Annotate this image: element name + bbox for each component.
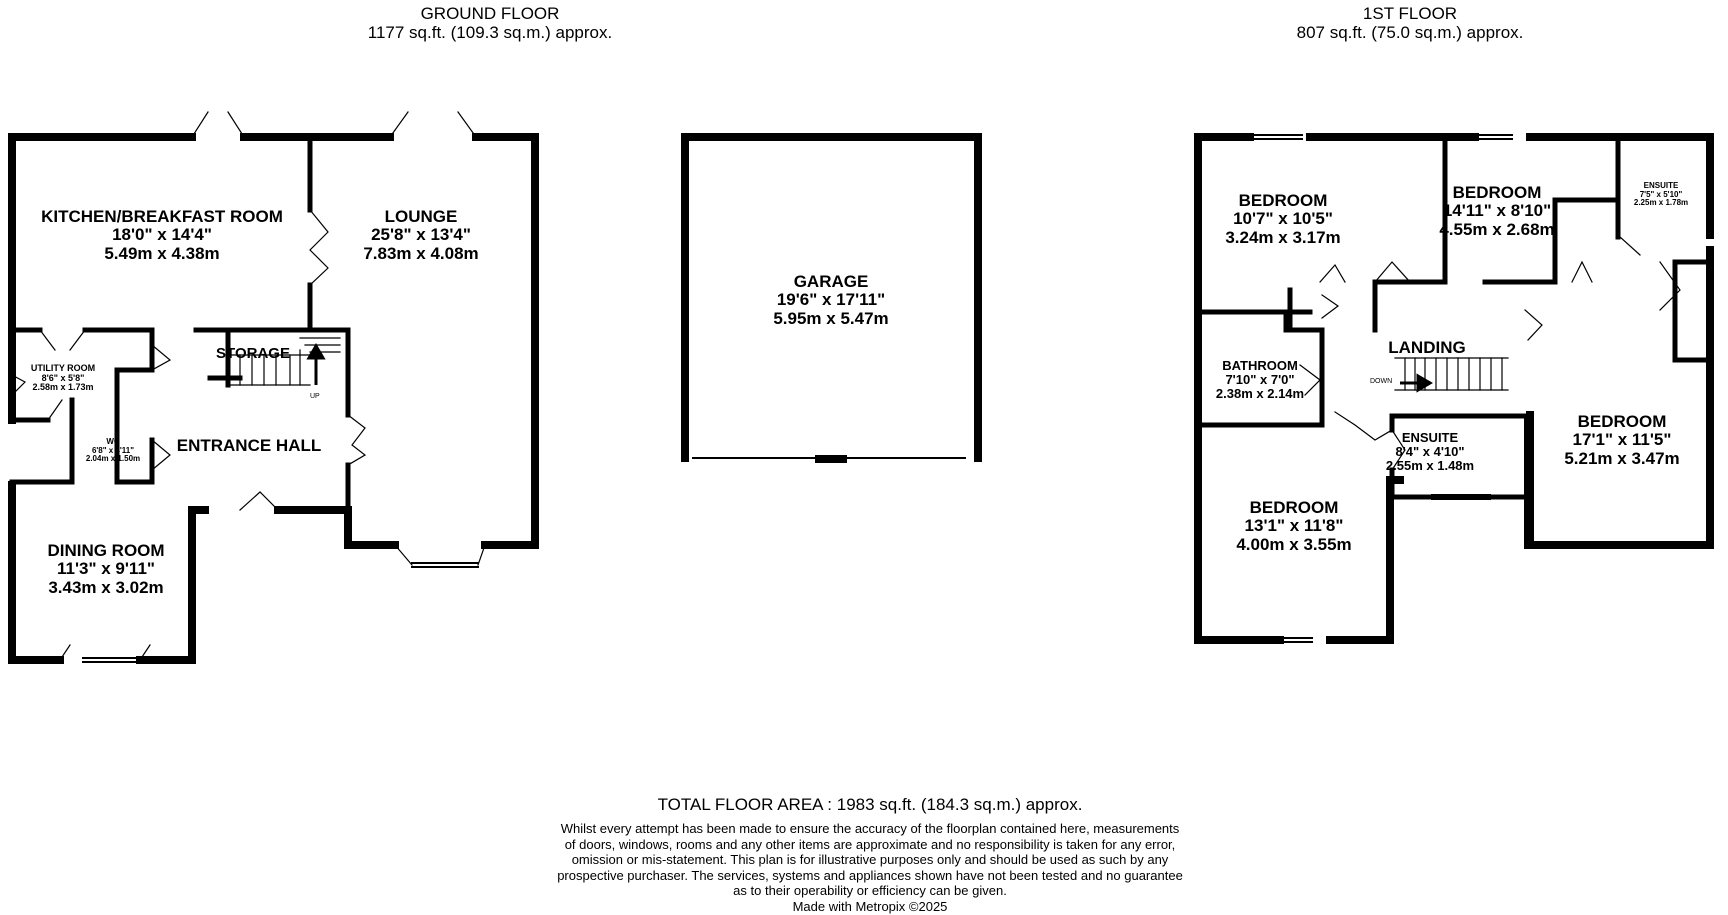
- room-imperial: 7'5" x 5'10": [1639, 189, 1683, 199]
- room-name: STORAGE: [216, 345, 290, 362]
- disclaimer-line: Whilst every attempt has been made to ensure the accuracy of the floorplan contained here, measurements: [560, 821, 1180, 836]
- room-name: UTILITY ROOM: [30, 363, 96, 373]
- room-imperial: 13'1" x 11'8": [1244, 516, 1344, 536]
- total-floor-area: TOTAL FLOOR AREA : 1983 sq.ft. (184.3 sq.m.) approx.: [657, 795, 1083, 814]
- room-name: LOUNGE: [384, 207, 458, 226]
- room-name: KITCHEN/BREAKFAST ROOM: [41, 207, 283, 226]
- ground-floor-title: GROUND FLOOR: [420, 4, 560, 23]
- room-metric: 5.95m x 5.47m: [773, 308, 889, 328]
- room-imperial: 8'4" x 4'10": [1395, 444, 1465, 460]
- room-landing: [1388, 339, 1465, 357]
- disclaimer: [500, 821, 1240, 915]
- room-kitchen: [41, 208, 283, 263]
- room-utility: [31, 364, 95, 393]
- room-wc: [86, 438, 140, 464]
- room-imperial: 10'7" x 10'5": [1233, 209, 1333, 229]
- room-name: BEDROOM: [1238, 191, 1328, 210]
- stairs-up-label: UP: [310, 393, 320, 400]
- room-metric: 2.25m x 1.78m: [1633, 198, 1689, 208]
- room-garage: [773, 273, 888, 328]
- room-metric: 2.04m x 1.50m: [85, 454, 141, 464]
- room-name: BEDROOM: [1577, 412, 1667, 431]
- room-metric: 3.24m x 3.17m: [1225, 227, 1341, 247]
- room-dining: [47, 542, 164, 597]
- up-arrow: [309, 346, 323, 385]
- room-imperial: 7'10" x 7'0": [1225, 372, 1295, 388]
- room-metric: 2.58m x 1.73m: [32, 382, 94, 393]
- stairs-down-label: DOWN: [1370, 378, 1393, 385]
- room-metric: 7.83m x 4.08m: [363, 243, 479, 263]
- room-imperial: 25'8" x 13'4": [371, 225, 471, 245]
- room-name: DINING ROOM: [47, 541, 165, 560]
- room-metric: 3.43m x 3.02m: [48, 577, 164, 597]
- room-ensuite-1: [1634, 182, 1688, 208]
- first-floor-header: [1240, 4, 1580, 42]
- first-floor-title: 1ST FLOOR: [1362, 4, 1458, 23]
- room-name: BEDROOM: [1452, 183, 1542, 202]
- room-name: ENSUITE: [1401, 430, 1459, 445]
- room-metric: 5.21m x 3.47m: [1564, 448, 1680, 468]
- disclaimer-line: prospective purchaser. The services, systems and appliances shown have not been tested and no guarantee: [557, 867, 1183, 883]
- room-imperial: 19'6" x 17'11": [776, 290, 886, 310]
- room-name: BATHROOM: [1222, 358, 1298, 373]
- room-imperial: 8'6" x 5'8": [41, 372, 85, 383]
- ground-floor-header: [300, 4, 680, 42]
- room-metric: 2.38m x 2.14m: [1215, 386, 1305, 402]
- disclaimer-line: as to their operability or efficiency can be given.: [733, 883, 1007, 899]
- first-stairs: [1395, 358, 1508, 390]
- room-imperial: 18'0" x 14'4": [112, 225, 212, 245]
- room-name: LANDING: [1388, 338, 1466, 357]
- room-imperial: 14'11" x 8'10": [1442, 201, 1552, 221]
- room-metric: 2.55m x 1.48m: [1385, 458, 1475, 474]
- room-imperial: 17'1" x 11'5": [1572, 430, 1672, 450]
- room-metric: 4.00m x 3.55m: [1236, 534, 1352, 554]
- room-name: WC: [106, 437, 120, 446]
- room-ensuite-2: [1386, 431, 1474, 473]
- room-bedroom-3: [1564, 413, 1679, 468]
- room-entrance-hall: [177, 437, 322, 455]
- room-bathroom: [1216, 359, 1304, 401]
- room-bedroom-4: [1236, 499, 1351, 554]
- made-with-credit: Made with Metropix ©2025: [792, 898, 948, 914]
- disclaimer-line: of doors, windows, rooms and any other items are approximate and no responsibility is taken for any error,: [564, 836, 1176, 852]
- room-imperial: 11'3" x 9'11": [57, 559, 155, 579]
- room-bedroom-1: [1225, 192, 1340, 247]
- room-metric: 4.55m x 2.68m: [1439, 219, 1555, 239]
- room-name: ENSUITE: [1643, 181, 1679, 190]
- room-lounge: [363, 208, 478, 263]
- room-name: ENTRANCE HALL: [176, 436, 322, 455]
- room-storage: [216, 346, 290, 362]
- room-bedroom-2: [1439, 184, 1554, 239]
- first-floor-area: 807 sq.ft. (75.0 sq.m.) approx.: [1296, 23, 1524, 42]
- garage-door-marker: [815, 455, 847, 463]
- room-name: BEDROOM: [1249, 498, 1339, 517]
- room-imperial: 6'8" x 4'11": [91, 445, 135, 455]
- ground-floor-area: 1177 sq.ft. (109.3 sq.m.) approx.: [367, 23, 613, 42]
- room-metric: 5.49m x 4.38m: [104, 243, 220, 263]
- disclaimer-line: omission or mis-statement. This plan is for illustrative purposes only and should be used as such by any: [571, 852, 1169, 868]
- room-name: GARAGE: [793, 272, 869, 291]
